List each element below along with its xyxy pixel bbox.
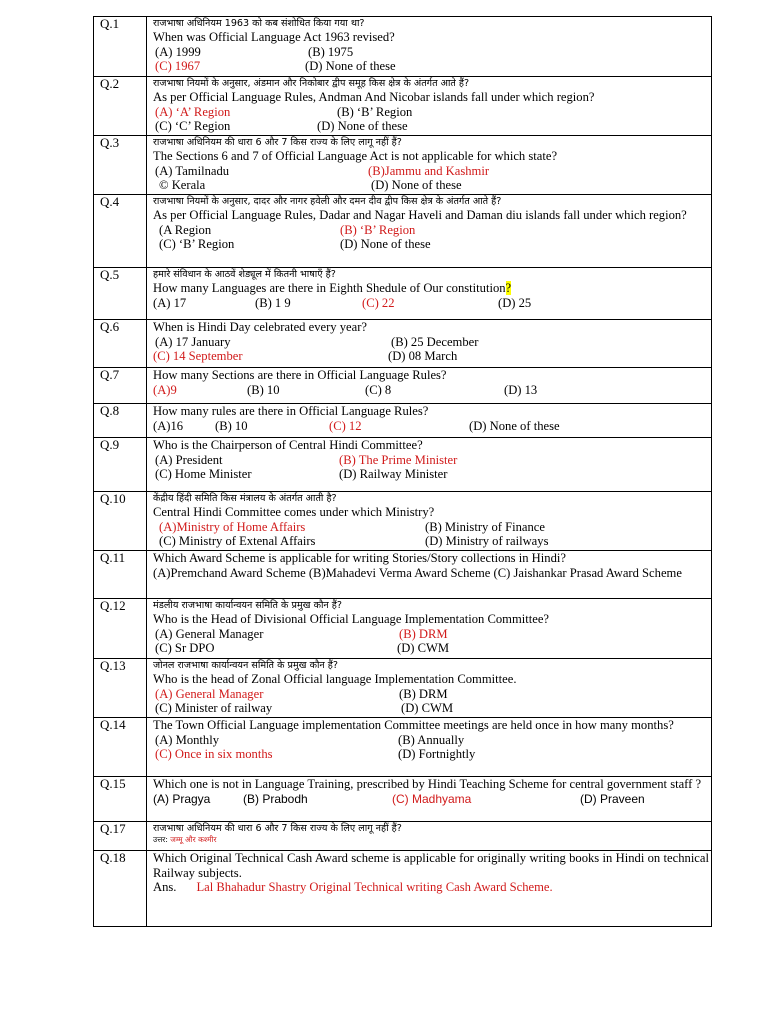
option-a: (A) 17 January bbox=[155, 334, 231, 349]
options-row bbox=[153, 178, 709, 193]
options-row bbox=[153, 627, 709, 642]
options-row bbox=[153, 641, 709, 656]
question-body bbox=[147, 551, 712, 599]
option-d: (D) Ministry of railways bbox=[425, 534, 549, 549]
question-number: Q.15 bbox=[94, 777, 147, 822]
question-english: How many Sections are there in Official Language Rules? bbox=[153, 368, 447, 382]
question-english: When is Hindi Day celebrated every year? bbox=[153, 320, 367, 334]
question-english: As per Official Language Rules, Dadar and Nagar Haveli and Daman diu islands fall under which region? bbox=[153, 208, 687, 222]
question-number: Q.4 bbox=[94, 195, 147, 268]
question-number: Q.10 bbox=[94, 492, 147, 551]
option-c-answer: (C) Once in six months bbox=[155, 747, 273, 762]
question-table bbox=[93, 16, 712, 927]
option-c: (C) Sr DPO bbox=[155, 641, 215, 656]
question-row bbox=[94, 822, 712, 851]
option-b-answer: (B) ‘B’ Region bbox=[340, 222, 416, 237]
options-row bbox=[153, 792, 709, 807]
question-english: How many rules are there in Official Language Rules? bbox=[153, 404, 429, 418]
option-d: (D) 13 bbox=[504, 382, 538, 397]
option-c: (C) ‘B’ Region bbox=[159, 237, 235, 252]
option-b: (B) DRM bbox=[399, 686, 448, 701]
question-number: Q.11 bbox=[94, 551, 147, 599]
question-hindi: राजभाषा अधिनियम की धारा 6 और 7 किस राज्य के लिए लागू नहीं हैं? bbox=[153, 137, 402, 148]
options-row bbox=[153, 237, 709, 252]
option-b: (B) 10 bbox=[247, 382, 280, 397]
question-number: Q.17 bbox=[94, 822, 147, 851]
options-row bbox=[153, 296, 709, 311]
question-body bbox=[147, 404, 712, 438]
question-number: Q.8 bbox=[94, 404, 147, 438]
option-a: (A) Tamilnadu bbox=[155, 163, 230, 178]
question-body bbox=[147, 268, 712, 320]
answer-label: उत्तर: bbox=[153, 835, 168, 844]
option-d: (D) None of these bbox=[371, 178, 462, 193]
question-number: Q.3 bbox=[94, 136, 147, 195]
option-c: (C) ‘C’ Region bbox=[155, 119, 231, 134]
question-row bbox=[94, 718, 712, 777]
option-c: (C) Home Minister bbox=[155, 467, 252, 482]
options-row bbox=[153, 383, 709, 398]
option-c-answer: (C) 12 bbox=[329, 418, 362, 433]
answer-line bbox=[153, 835, 709, 844]
question-row bbox=[94, 599, 712, 659]
question-english: Who is the Chairperson of Central Hindi Committee? bbox=[153, 438, 423, 452]
question-body bbox=[147, 659, 712, 718]
answer-text: जम्मू और कश्मीर bbox=[170, 835, 217, 844]
question-body bbox=[147, 851, 712, 927]
question-hindi: राजभाषा नियमों के अनुसार, दादर और नागर हवेली और दमन दीव द्वीप किस क्षेत्र के अंतर्गत आते हैं? bbox=[153, 196, 502, 207]
option-c: (C) Minister of railway bbox=[155, 701, 273, 716]
question-row bbox=[94, 404, 712, 438]
question-body bbox=[147, 17, 712, 77]
question-row bbox=[94, 195, 712, 268]
question-options-text: (A)Premchand Award Scheme (B)Mahadevi Verma Award Scheme (C) Jaishankar Prasad Award Scheme bbox=[153, 565, 682, 580]
option-a: (A) 1999 bbox=[155, 44, 201, 59]
option-a: (A) General Manager bbox=[155, 626, 264, 641]
question-hindi: केंद्रीय हिंदी समिति किस मंत्रालय के अंतर्गत आती है? bbox=[153, 493, 337, 504]
options-row bbox=[153, 419, 709, 434]
option-a: (A) Monthly bbox=[155, 732, 220, 747]
question-row bbox=[94, 438, 712, 492]
question-english: Who is the head of Zonal Official language Implementation Committee. bbox=[153, 672, 517, 686]
option-a-answer: (A)9 bbox=[153, 382, 177, 397]
option-d: (D) CWM bbox=[397, 641, 450, 656]
question-body bbox=[147, 599, 712, 659]
question-row bbox=[94, 551, 712, 599]
question-body bbox=[147, 136, 712, 195]
option-a: (A) 17 bbox=[153, 295, 187, 310]
option-c: © Kerala bbox=[159, 178, 206, 193]
options-row bbox=[153, 733, 709, 748]
options-row bbox=[153, 453, 709, 468]
options-row bbox=[153, 105, 709, 120]
option-b: (B) 25 December bbox=[391, 334, 479, 349]
option-a-answer: (A)Ministry of Home Affairs bbox=[159, 519, 306, 534]
question-number: Q.7 bbox=[94, 368, 147, 404]
options-row bbox=[153, 335, 709, 350]
question-english: As per Official Language Rules, Andman And Nicobar islands fall under which region? bbox=[153, 90, 595, 104]
option-b: (B) 1975 bbox=[308, 44, 354, 59]
option-b-answer: (B) The Prime Minister bbox=[339, 452, 458, 467]
question-body bbox=[147, 320, 712, 368]
question-number: Q.18 bbox=[94, 851, 147, 927]
option-c-answer: (C) 1967 bbox=[155, 59, 201, 74]
option-d: (D) Praveen bbox=[580, 791, 645, 806]
question-row bbox=[94, 492, 712, 551]
question-row bbox=[94, 268, 712, 320]
question-number: Q.14 bbox=[94, 718, 147, 777]
option-d: (D) 08 March bbox=[388, 349, 458, 364]
option-b: (B) Prabodh bbox=[243, 791, 308, 806]
question-english: When was Official Language Act 1963 revised? bbox=[153, 30, 395, 44]
option-c-answer: (C) 14 September bbox=[153, 349, 243, 364]
question-body bbox=[147, 438, 712, 492]
option-a: (A) President bbox=[155, 452, 223, 467]
question-hindi: मंडलीय राजभाषा कार्यान्वयन समिति के प्रमुख कौन हैं? bbox=[153, 600, 342, 611]
question-row bbox=[94, 17, 712, 77]
question-hindi: राजभाषा अधिनियम 1963 को कब संशोधित किया गया था? bbox=[153, 18, 365, 29]
question-body bbox=[147, 718, 712, 777]
question-english: The Town Official Language implementation Committee meetings are held once in how many months? bbox=[153, 718, 674, 732]
question-row bbox=[94, 368, 712, 404]
options-row bbox=[153, 687, 709, 702]
question-english: Who is the Head of Divisional Official Language Implementation Committee? bbox=[153, 612, 550, 626]
option-b: (B) 1 9 bbox=[255, 295, 291, 310]
question-number: Q.2 bbox=[94, 77, 147, 136]
question-hindi: हमारे संविधान के आठवें शेड्यूल में कितनी भाषाएँ हैं? bbox=[153, 269, 336, 280]
question-english-line bbox=[153, 281, 709, 296]
option-b: (B) Ministry of Finance bbox=[425, 519, 545, 534]
question-english: Which one is not in Language Training, prescribed by Hindi Teaching Scheme for central government staff ? bbox=[153, 777, 702, 791]
answer-text: Lal Bhahadur Shastry Original Technical writing Cash Award Scheme. bbox=[196, 880, 553, 895]
options-row bbox=[153, 467, 709, 482]
option-d: (D) 25 bbox=[498, 295, 532, 310]
highlighted-mark: ? bbox=[505, 281, 512, 295]
question-body bbox=[147, 77, 712, 136]
option-d: (D) None of these bbox=[469, 418, 560, 433]
question-hindi: राजभाषा अधिनियम की धारा 6 और 7 किस राज्य के लिए लागू नहीं हैं? bbox=[153, 823, 402, 834]
question-row bbox=[94, 136, 712, 195]
options-row bbox=[153, 45, 709, 60]
question-english: The Sections 6 and 7 of Official Language Act is not applicable for which state? bbox=[153, 149, 558, 163]
option-d: (D) Railway Minister bbox=[339, 467, 448, 482]
question-english: How many Languages are there in Eighth Shedule of Our constitution bbox=[153, 281, 506, 295]
question-row bbox=[94, 777, 712, 822]
options-row bbox=[153, 59, 709, 74]
option-b-answer: (B) DRM bbox=[399, 626, 448, 641]
option-c: (C) Ministry of Extenal Affairs bbox=[159, 534, 316, 549]
option-d: (D) CWM bbox=[401, 701, 454, 716]
option-b-answer: (B)Jammu and Kashmir bbox=[368, 163, 490, 178]
option-d: (D) Fortnightly bbox=[398, 747, 476, 762]
question-body bbox=[147, 822, 712, 851]
options-row bbox=[153, 223, 709, 238]
question-number: Q.1 bbox=[94, 17, 147, 77]
question-number: Q.9 bbox=[94, 438, 147, 492]
question-number: Q.5 bbox=[94, 268, 147, 320]
option-c: (C) 8 bbox=[365, 382, 392, 397]
options-row bbox=[153, 520, 709, 535]
option-d: (D) None of these bbox=[340, 237, 431, 252]
question-number: Q.13 bbox=[94, 659, 147, 718]
options-row bbox=[153, 747, 709, 762]
options-row bbox=[153, 534, 709, 549]
question-english: Which Award Scheme is applicable for writing Stories/Story collections in Hindi? bbox=[153, 551, 566, 565]
option-b: (B) ‘B’ Region bbox=[337, 104, 413, 119]
question-hindi: जोनल राजभाषा कार्यान्वयन समिति के प्रमुख कौन हैं? bbox=[153, 660, 338, 671]
options-row bbox=[153, 701, 709, 716]
question-number: Q.6 bbox=[94, 320, 147, 368]
option-a-answer: (A) ‘A’ Region bbox=[155, 104, 231, 119]
option-c-answer: (C) 22 bbox=[362, 295, 395, 310]
options-row bbox=[153, 349, 709, 364]
question-row bbox=[94, 77, 712, 136]
question-body bbox=[147, 492, 712, 551]
question-row bbox=[94, 851, 712, 927]
question-english: Which Original Technical Cash Award scheme is applicable for originally writing books in Hindi on technical Railway subjects. bbox=[153, 851, 709, 880]
question-body bbox=[147, 368, 712, 404]
question-hindi: राजभाषा नियमों के अनुसार, अंडमान और निकोबार द्वीप समूह किस क्षेत्र के अंतर्गत आते हैं? bbox=[153, 78, 470, 89]
question-row bbox=[94, 659, 712, 718]
option-a-answer: (A) General Manager bbox=[155, 686, 264, 701]
question-english: Central Hindi Committee comes under which Ministry? bbox=[153, 505, 435, 519]
option-c-answer: (C) Madhyama bbox=[392, 791, 472, 806]
option-a: (A)16 bbox=[153, 418, 184, 433]
option-b: (B) Annually bbox=[398, 732, 465, 747]
answer-label: Ans. bbox=[153, 880, 177, 895]
option-d: (D) None of these bbox=[305, 59, 396, 74]
question-number: Q.12 bbox=[94, 599, 147, 659]
options-row bbox=[153, 164, 709, 179]
option-a: (A Region bbox=[159, 222, 212, 237]
options-row bbox=[153, 119, 709, 134]
option-a: (A) Pragya bbox=[153, 791, 211, 806]
answer-line bbox=[153, 880, 709, 895]
question-row bbox=[94, 320, 712, 368]
question-body bbox=[147, 195, 712, 268]
option-d: (D) None of these bbox=[317, 119, 408, 134]
question-body bbox=[147, 777, 712, 822]
option-b: (B) 10 bbox=[215, 418, 248, 433]
